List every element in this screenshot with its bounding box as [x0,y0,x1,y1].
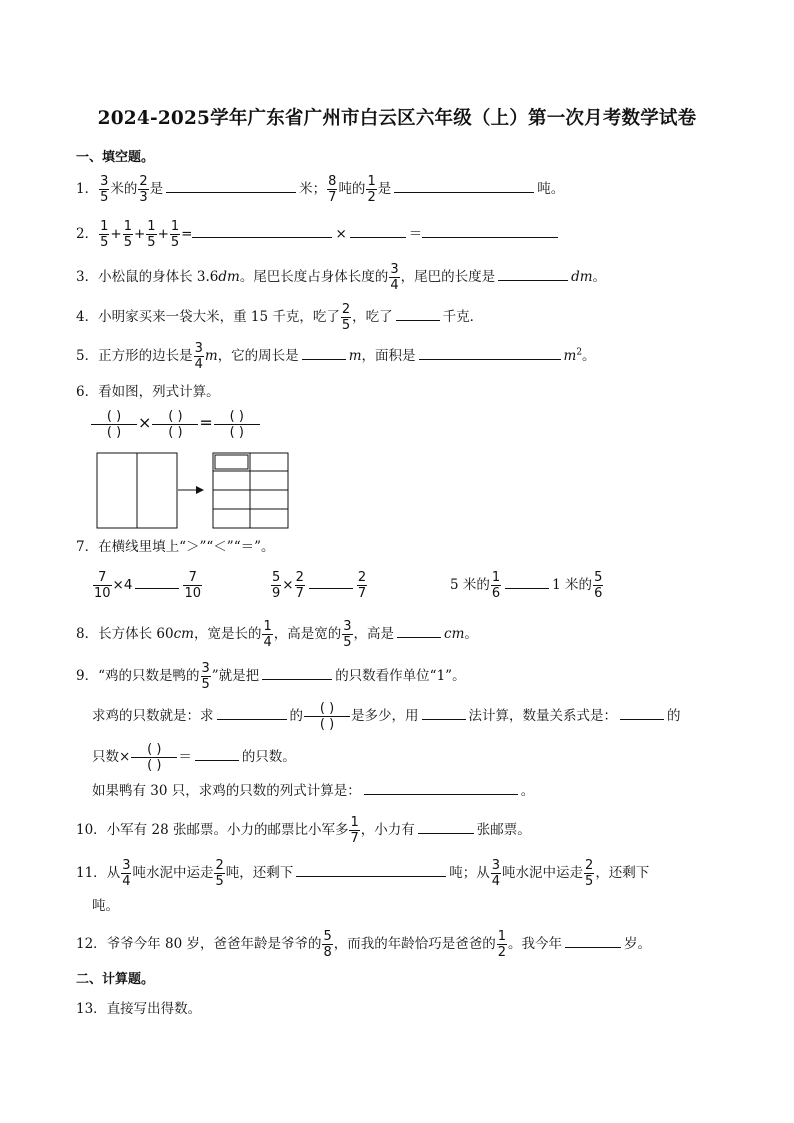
blank-fraction[interactable]: $\frac{( )}{( )}$ [91,409,137,440]
answer-blank[interactable] [166,178,296,193]
answer-blank[interactable] [364,780,518,795]
question-7-a: $\frac{7}{10}$ ×4 $\frac{7}{10}$ [94,570,201,601]
blank-fraction[interactable]: $\frac{( )}{( )}$ [214,409,260,440]
answer-blank[interactable] [422,705,466,720]
answer-blank[interactable] [296,862,446,877]
answer-blank[interactable] [419,345,561,360]
question-7-b: $\frac{5}{9}$ × $\frac{2}{7}$ $\frac{2}{7}$ [272,570,367,601]
fraction: $\frac{3}{5}$ [100,174,109,205]
question-1: 1． $\frac{3}{5}$ 米的 $\frac{2}{3}$ 是 米； $\frac{8}{7}$ 吨的 $\frac{1}{2}$ 是 吨。 [76,174,565,205]
blank-fraction[interactable]: $\frac{( )}{( )}$ [304,701,350,732]
question-4: 4．小明家买来一袋大米，重 15 千克，吃了 $\frac{2}{5}$ ，吃了 千克． [76,302,484,333]
question-7: 7．在横线里填上“＞”“＜”“＝”。 [76,539,275,555]
fraction: $\frac{1}{2}$ [367,174,376,205]
answer-blank[interactable] [192,223,332,238]
section-heading-fill-blanks: 一、填空题。 [76,150,155,165]
question-12: 12．爷爷今年 80 岁，爸爸年龄是爷爷的 $\frac{5}{8}$ ，而我的年龄恰巧是爸爸的 $\frac{1}{2}$ 。我今年 岁。 [76,929,652,960]
question-5: 5．正方形的边长是 $\frac{3}{4}$ m，它的周长是 m，面积是 $m^2$。 [76,341,596,372]
answer-blank[interactable] [396,306,440,321]
answer-blank[interactable] [302,345,346,360]
question-6-formula: $\frac{( )}{( )}$ × $\frac{( )}{( )}$ = $\frac{( )}{( )}$ [90,409,261,440]
question-3: 3．小松鼠的身体长 3.6dm。尾巴长度占身体长度的 $\frac{3}{4}$ ，尾巴的长度是 dm。 [76,262,607,293]
fraction-diagram [92,450,302,532]
question-6: 6．看如图，列式计算。 [76,384,220,400]
answer-blank[interactable] [309,574,353,589]
blank-fraction[interactable]: $\frac{( )}{( )}$ [131,742,177,773]
blank-fraction[interactable]: $\frac{( )}{( )}$ [152,409,198,440]
answer-blank[interactable] [397,623,441,638]
answer-blank[interactable] [350,223,406,238]
answer-blank[interactable] [217,705,287,720]
answer-blank[interactable] [565,933,621,948]
question-7-c: 5 米的 $\frac{1}{6}$ 1 米的 $\frac{5}{6}$ [450,570,603,601]
fraction: $\frac{8}{7}$ [328,174,337,205]
answer-blank[interactable] [498,266,568,281]
question-9-line-2: 求鸡的只数就是：求 的 $\frac{( )}{( )}$ 是多少，用 法计算，数量关系式是： 的 [92,701,681,732]
answer-blank[interactable] [422,223,558,238]
question-number: 1． [76,181,99,197]
question-11-wrap: 吨。 [92,898,119,914]
question-10: 10．小军有 28 张邮票。小力的邮票比小军多 $\frac{1}{7}$ ，小力有 张邮票。 [76,815,531,846]
answer-blank[interactable] [195,746,239,761]
answer-blank[interactable] [394,178,534,193]
question-2: 2． $\frac{1}{5}$ + $\frac{1}{5}$ + $\frac{1}{5}$ + $\frac{1}{5}$ = × ＝ [76,219,561,250]
question-9-line-4: 如果鸭有 30 只，求鸡的只数的列式计算是： 。 [92,780,534,801]
answer-blank[interactable] [620,705,664,720]
question-8: 8．长方体长 60cm，宽是长的 $\frac{1}{4}$ ，高是宽的 $\frac{3}{5}$ ，高是 cm。 [76,619,478,650]
answer-blank[interactable] [505,574,549,589]
question-11: 11．从 $\frac{3}{4}$ 吨水泥中运走 $\frac{2}{5}$ 吨，还剩下 吨；从 $\frac{3}{4}$ 吨水泥中运走 $\frac{2}{5}$ ，还剩下 [76,858,650,889]
question-13: 13．直接写出得数。 [76,1001,202,1017]
answer-blank[interactable] [135,574,179,589]
answer-blank[interactable] [418,819,474,834]
question-9-line-3: 只数× $\frac{( )}{( )}$ ＝ 的只数。 [92,742,296,773]
section-heading-calculation: 二、计算题。 [76,972,155,987]
fraction: $\frac{2}{3}$ [139,174,148,205]
answer-blank[interactable] [262,665,332,680]
question-9: 9．“鸡的只数是鸭的 $\frac{3}{5}$ ”就是把 的只数看作单位“1”。 [76,661,466,692]
page-title: 2024-2025学年广东省广州市白云区六年级（上）第一次月考数学试卷 [97,108,697,129]
